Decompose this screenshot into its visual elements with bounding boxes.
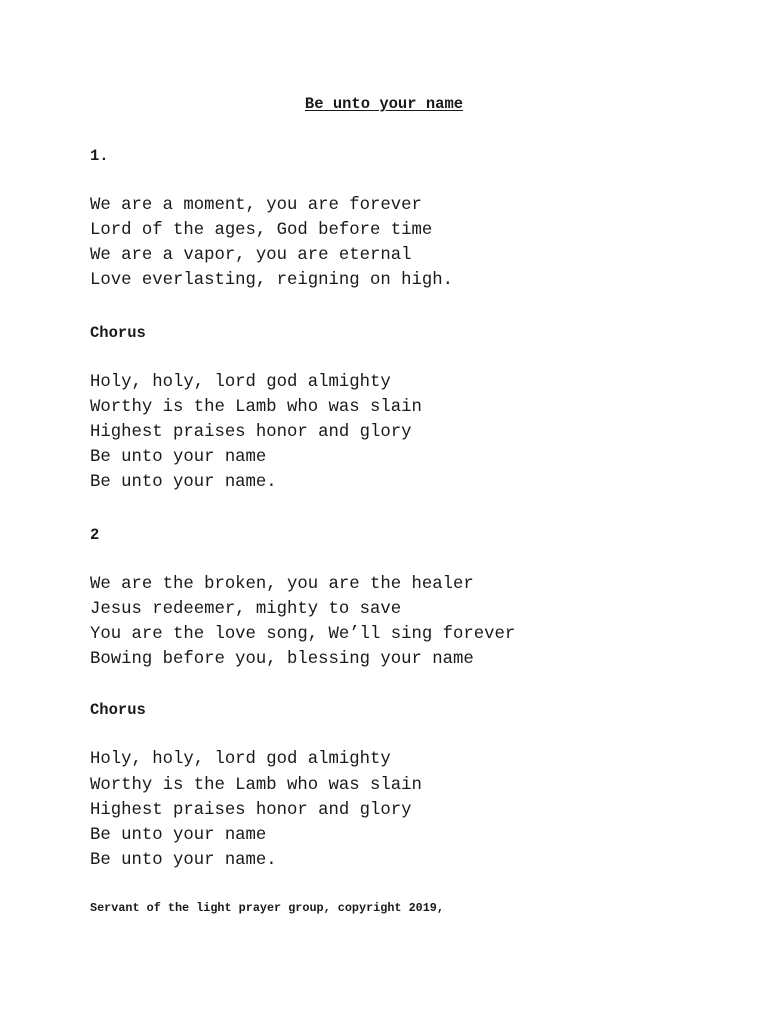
chorus-2-line: Be unto your name. — [90, 851, 277, 870]
chorus-1-line: Highest praises honor and glory — [90, 423, 412, 442]
verse-2-line: Bowing before you, blessing your name — [90, 650, 474, 669]
verse-1-line: We are a vapor, you are eternal — [90, 246, 412, 265]
verse-1-line: Love everlasting, reigning on high. — [90, 271, 453, 290]
chorus-2-line: Holy, holy, lord god almighty — [90, 750, 391, 769]
chorus-1-line: Worthy is the Lamb who was slain — [90, 398, 422, 417]
verse-1-label: 1. — [90, 147, 109, 165]
chorus-1-line: Holy, holy, lord god almighty — [90, 373, 391, 392]
copyright-footer: Servant of the light prayer group, copyright 2019, — [90, 901, 444, 915]
verse-2-line: Jesus redeemer, mighty to save — [90, 600, 402, 619]
verse-2-line: We are the broken, you are the healer — [90, 575, 474, 594]
song-title: Be unto your name — [304, 95, 464, 113]
chorus-2-label: Chorus — [90, 701, 146, 719]
verse-1-line: We are a moment, you are forever — [90, 196, 422, 215]
verse-2-line: You are the love song, We’ll sing forever — [90, 625, 516, 644]
verse-1-line: Lord of the ages, God before time — [90, 221, 433, 240]
chorus-2-line: Worthy is the Lamb who was slain — [90, 776, 422, 795]
verse-2-label: 2 — [90, 526, 100, 544]
chorus-1-label: Chorus — [90, 324, 146, 342]
chorus-1-line: Be unto your name. — [90, 473, 277, 492]
chorus-1-line: Be unto your name — [90, 448, 267, 467]
chorus-2-line: Highest praises honor and glory — [90, 801, 412, 820]
chorus-2-line: Be unto your name — [90, 826, 267, 845]
